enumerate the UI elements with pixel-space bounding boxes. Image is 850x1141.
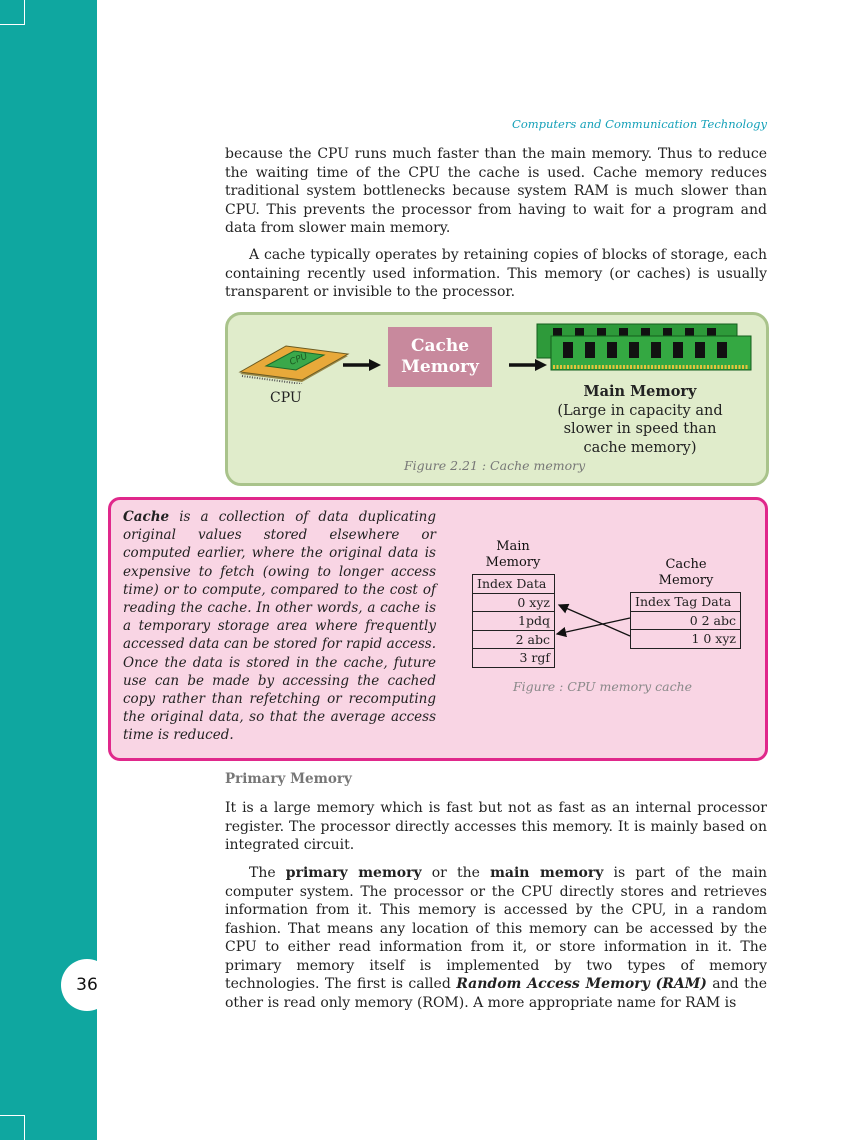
diagram-cache-label-1: Cache xyxy=(665,557,707,572)
crop-mark-top xyxy=(0,0,25,25)
cache-memory-box xyxy=(388,327,492,387)
cache-box-line1: Cache xyxy=(410,336,470,356)
main-table-row: 1pdq xyxy=(473,612,554,631)
ram-modules-icon xyxy=(535,322,755,374)
main-memory-label xyxy=(546,383,734,457)
text-run: The xyxy=(249,865,286,881)
diagram-main-memory-label xyxy=(480,539,546,571)
primary-paragraph-2 xyxy=(225,864,767,1012)
crop-mark-bottom xyxy=(0,1115,25,1141)
cache-paragraph: A cache typically operates by retaining copies of blocks of storage, each containing recently used information. This memory (or caches) is usually transparent or invisible to the processor. xyxy=(225,247,767,300)
section-heading: Primary Memory xyxy=(225,771,352,787)
diagram-cache-memory-label xyxy=(648,557,724,589)
diagram-main-label-2: Memory xyxy=(485,555,541,570)
main-table-row: 2 abc xyxy=(473,631,554,650)
main-table-row: 3 rgf xyxy=(473,649,554,668)
main-memory-desc-1: (Large in capacity and xyxy=(557,402,723,419)
bold-term-primary-memory: primary memory xyxy=(285,865,422,881)
cache-table-header: Index Tag Data xyxy=(631,593,740,612)
figure-caption: Figure 2.21 : Cache memory xyxy=(404,458,586,473)
cpu-chip-text: CPU xyxy=(288,351,310,368)
text-run: or the xyxy=(421,865,491,881)
cache-memory-table xyxy=(630,592,741,649)
intro-paragraph: because the CPU runs much faster than the main memory. Thus to reduce the waiting time of the CPU the cache is used. Cache memory reduces traditional system bottlenecks because system RAM is much slower than CPU. This prevents the processor from having to wait for a program and data from slower main memory. xyxy=(225,146,767,236)
cpu-label: CPU xyxy=(270,390,302,406)
main-table-header: Index Data xyxy=(473,575,554,594)
text-run: is part of the main computer system. The processor or the CPU directly stores and retrieves information from it. This memory is accessed by the CPU, in a random fashion. That means any location of this memory can be accessed by the CPU to either read information from it, or store information in it. The primary memory itself is implemented by two types of memory technologies. The first is called xyxy=(225,865,768,992)
main-memory-title: Main Memory xyxy=(583,383,697,400)
arrow-icon xyxy=(343,358,381,372)
cache-table-row: 0 2 abc xyxy=(631,612,740,631)
diagram-cache-label-2: Memory xyxy=(658,573,714,588)
main-memory-desc-3: cache memory) xyxy=(583,439,697,456)
bold-term-main-memory: main memory xyxy=(490,865,604,881)
diagram-main-label-1: Main xyxy=(496,539,530,554)
main-table-row: 0 xyz xyxy=(473,594,554,613)
cache-table-row: 1 0 xyz xyxy=(631,630,740,649)
page-number: 36 xyxy=(61,959,113,1011)
main-memory-table xyxy=(472,574,555,668)
cache-lead-word: Cache xyxy=(123,509,170,525)
bold-term-ram: Random Access Memory (RAM) xyxy=(456,976,707,992)
cpu-chip-icon xyxy=(236,340,352,384)
mapping-arrows-icon xyxy=(553,598,633,640)
main-memory-desc-2: slower in speed than xyxy=(563,421,717,437)
diagram-caption: Figure : CPU memory cache xyxy=(513,679,693,694)
running-head: Computers and Communication Technology xyxy=(512,117,767,131)
text-run: and the other is read only memory (ROM). A more appropriate name for RAM is xyxy=(225,976,767,1011)
cache-definition-body: is a collection of data duplicating original values stored elsewhere or computed earlier, where the original data is expensive to fetch (owing to longer access time) or to compute, compared to the cost of reading the cache. In other words, a cache is a temporary storage area where frequently accessed data can be stored for rapid access. Once the data is stored in the cache, future use can be made by accessing the cached copy rather than refetching or recomputing the original data, so that the average access time is reduced. xyxy=(123,509,436,744)
cache-box-line2: Memory xyxy=(401,357,479,377)
primary-paragraph-1: It is a large memory which is fast but not as fast as an internal processor register. The processor directly accesses this memory. It is mainly based on integrated circuit. xyxy=(225,800,767,853)
cache-definition-text xyxy=(123,508,436,745)
